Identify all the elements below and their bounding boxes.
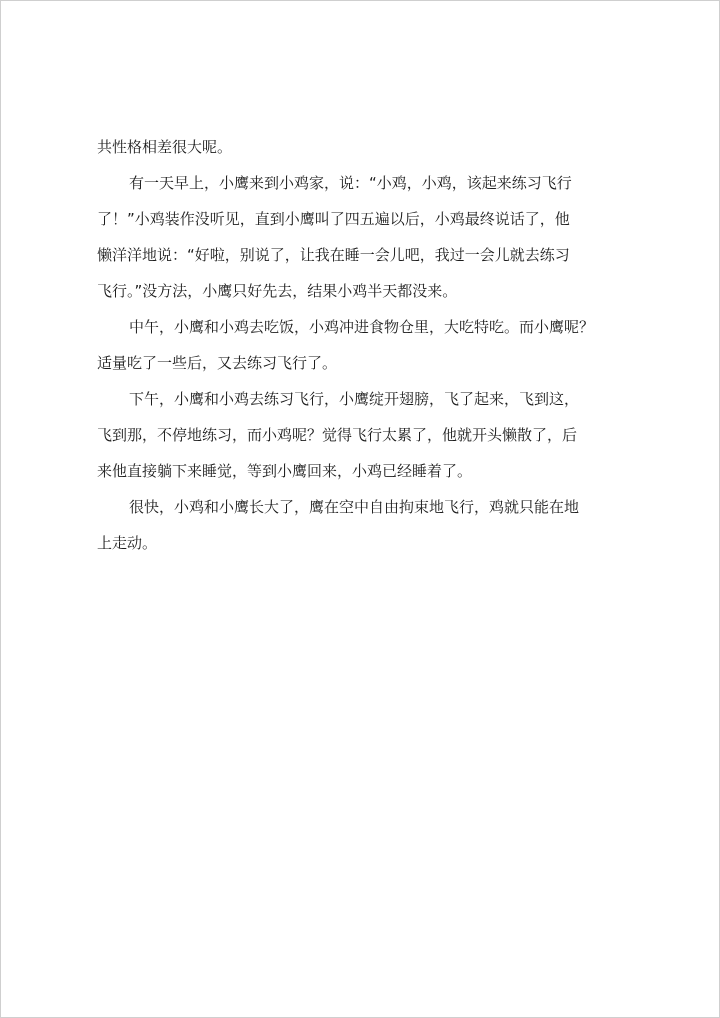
paragraph-line: 飞行。”没方法，小鹰只好先去，结果小鸡半天都没来。 <box>97 282 458 300</box>
paragraph-line: 很快，小鸡和小鹰长大了，鹰在空中自由拘束地飞行，鸡就只能在地 <box>129 498 580 516</box>
paragraph-line: 有一天早上，小鹰来到小鸡家，说：“小鸡，小鸡，该起来练习飞行 <box>129 174 572 192</box>
paragraph-line: 适量吃了一些后，又去练习飞行了。 <box>97 354 338 372</box>
paragraph-line: 懒洋洋地说：“好啦，别说了，让我在睡一会儿吧，我过一会儿就去练习 <box>97 246 570 264</box>
paragraph-line: 了！”小鸡装作没听见，直到小鹰叫了四五遍以后，小鸡最终说话了，他 <box>97 210 570 228</box>
paragraph-line: 共性格相差很大呢。 <box>97 138 233 156</box>
paragraph-line: 上走动。 <box>97 534 158 552</box>
paragraph-line: 下午，小鹰和小鸡去练习飞行，小鹰绽开翅膀，飞了起来，飞到这， <box>129 390 580 408</box>
paragraph-line: 中午，小鹰和小鸡去吃饭，小鸡冲进食物仓里，大吃特吃。而小鹰呢？ <box>129 318 595 336</box>
paragraph-line: 飞到那，不停地练习，而小鸡呢？觉得飞行太累了，他就开头懒散了，后 <box>97 426 578 444</box>
document-body <box>97 129 633 561</box>
paragraph-line: 来他直接躺下来睡觉，等到小鹰回来，小鸡已经睡着了。 <box>97 462 473 480</box>
